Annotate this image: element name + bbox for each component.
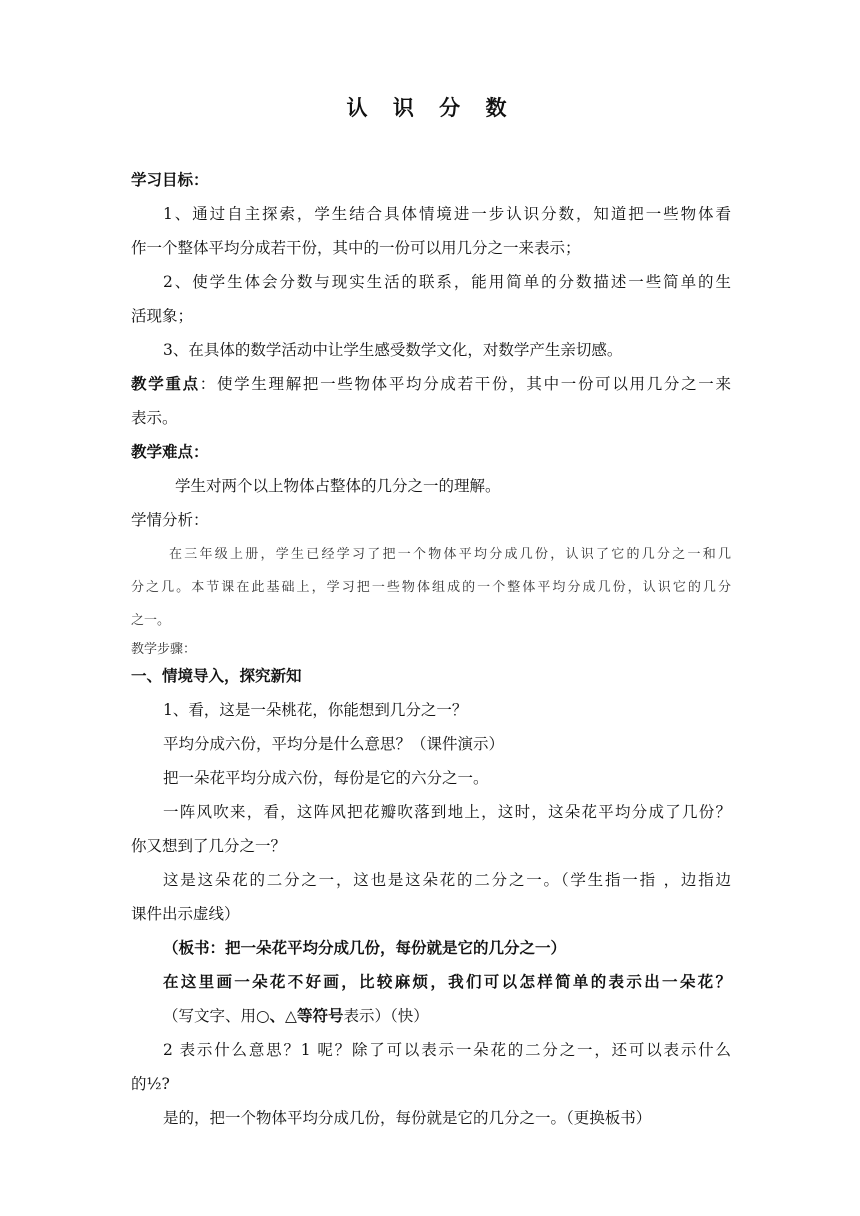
difficulty-text: 学生对两个以上物体占整体的几分之一的理解。 [175, 477, 501, 495]
objective-3-line-1: 3、在具体的数学活动中让学生感受数学文化，对数学产生亲切感。 [163, 341, 623, 359]
objective-1-line-1: 1、通过自主探索，学生结合具体情境进一步认识分数，知道把一些物体看 [163, 205, 731, 223]
analysis-line-2: 分之几。本节课在此基础上，学习把一些物体组成的一个整体平均分成几份，认识它的几分 [131, 580, 731, 595]
step-line-6: 这是这朵花的二分之一，这也是这朵花的二分之一。（学生指一指 ，边指边 [163, 871, 731, 889]
analysis-line-3: 之一。 [131, 613, 171, 628]
symbols-prefix: （写文字、用 [163, 1007, 257, 1025]
document-page [131, 0, 731, 1216]
symbols-suffix: 表示）（快） [343, 1007, 429, 1025]
step-line-4: 一阵风吹来，看，这阵风把花瓣吹落到地上，这时，这朵花平均分成了几份？ [163, 803, 731, 821]
symbols-line [131, 1004, 731, 1026]
steps-heading: 教学步骤： [131, 642, 197, 657]
objective-2-line-1: 2、使学生体会分数与现实生活的联系，能用简单的分数描述一些简单的生 [163, 273, 731, 291]
step-2-line-1: 2 表示什么意思？1 呢？除了可以表示一朵花的二分之一，还可以表示什么 [163, 1041, 731, 1059]
step-line-7: 课件出示虚线） [131, 905, 240, 923]
objectives-heading: 学习目标： [131, 170, 209, 189]
symbols-bold: ○、△等符号 [256, 1006, 344, 1025]
key-point-label: 教学重点 [131, 374, 200, 393]
step-2-line-2: 的½? [131, 1075, 170, 1093]
board-note-1: （板书：把一朵花平均分成几份，每份就是它的几分之一） [163, 938, 567, 957]
objective-2-line-2: 活现象； [131, 307, 194, 325]
step-line-5: 你又想到了几分之一？ [131, 837, 287, 855]
step-line-1: 1、看，这是一朵桃花，你能想到几分之一？ [163, 701, 468, 719]
section-1-heading: 一、情境导入，探究新知 [131, 666, 302, 685]
key-point-text: ：使学生理解把一些物体平均分成若干份，其中一份可以用几分之一来 [199, 375, 731, 393]
question-line: 在这里画一朵花不好画，比较麻烦，我们可以怎样简单的表示出一朵花？ [163, 972, 731, 991]
step-line-2: 平均分成六份，平均分是什么意思？（课件演示） [163, 735, 505, 753]
key-point-line-1 [131, 372, 731, 394]
step-last-line: 是的，把一个物体平均分成几份，每份就是它的几分之一。（更换板书） [163, 1109, 652, 1127]
analysis-heading: 学情分析： [131, 511, 209, 529]
document-title: 认 识 分 数 [346, 95, 516, 120]
key-point-line-2: 表示。 [131, 409, 178, 427]
analysis-line-1: 在三年级上册，学生已经学习了把一个物体平均分成几份，认识了它的几分之一和几 [169, 547, 731, 562]
difficulty-heading: 教学难点： [131, 442, 209, 461]
step-line-3: 把一朵花平均分成六份，每份是它的六分之一。 [163, 769, 489, 787]
objective-1-line-2: 作一个整体平均分成若干份，其中的一份可以用几分之一来表示； [131, 239, 581, 257]
